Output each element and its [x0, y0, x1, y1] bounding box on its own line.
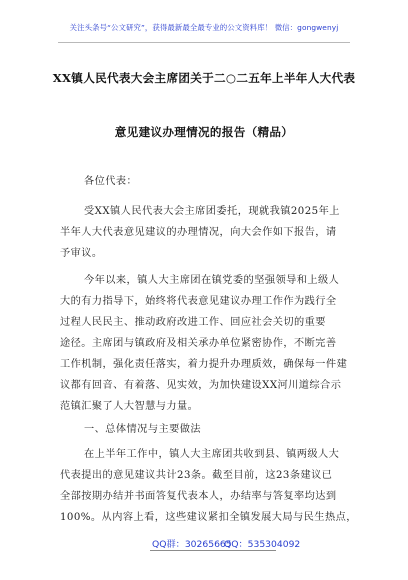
- paragraph-line: 全部按期办结并书面答复代表本人，办结率与答复率均达到: [60, 491, 337, 502]
- footer-underline: [150, 550, 276, 551]
- paragraph-line: 代表提出的意见建议共计23条。截至目前，这23条建议已: [60, 470, 333, 481]
- footer-qq: QQ：535304092: [224, 539, 301, 550]
- header-divider: [58, 42, 350, 43]
- document-title-line-2: 意见建议办理情况的报告（精品）: [114, 125, 294, 139]
- paragraph-line: 在上半年工作中，镇人大主席团共收到县、镇两级人大: [84, 449, 340, 460]
- paragraph-line: 大的有力指导下，始终将代表意见建议办理工作作为践行全: [60, 296, 337, 307]
- paragraph-line: 工作机制，强化责任落实，着力提升办理质效，确保每一件建: [60, 359, 348, 370]
- paragraph-line: 议都有回音、有着落、见实效，为加快建设XX河川道综合示: [60, 380, 342, 391]
- section-heading: 一、总体情况与主要做法: [84, 424, 202, 435]
- salutation: 各位代表：: [84, 176, 138, 187]
- paragraph-line: 途径。主席团与镇政府及相关承办单位紧密协作，不断完善: [60, 338, 337, 349]
- paragraph-line: 予审议。: [60, 248, 103, 259]
- footer-qq-group: QQ群：30265665: [152, 539, 232, 550]
- paragraph-line: 范镇汇聚了人大智慧与力量。: [60, 401, 199, 412]
- header-banner: 关注头条号“公文研究”，获得最新最全最专业的公文资料库！ 微信：gongwenyj: [69, 23, 339, 32]
- paragraph-line: 半年人大代表意见建议的办理情况，向大会作如下报告，请: [60, 227, 337, 238]
- paragraph-line: 100%。从内容上看，这些建议紧扣全镇发展大局与民生热点，: [60, 512, 357, 523]
- paragraph-line: 过程人民民主、推动政府改进工作、回应社会关切的重要: [60, 317, 326, 328]
- paragraph-line: 今年以来，镇人大主席团在镇党委的坚强领导和上级人: [84, 275, 340, 286]
- document-title-line-1: XX镇人民代表大会主席团关于二○二五年上半年人大代表: [52, 71, 356, 85]
- paragraph-line: 受XX镇人民代表大会主席团委托，现就我镇2025年上: [84, 206, 340, 217]
